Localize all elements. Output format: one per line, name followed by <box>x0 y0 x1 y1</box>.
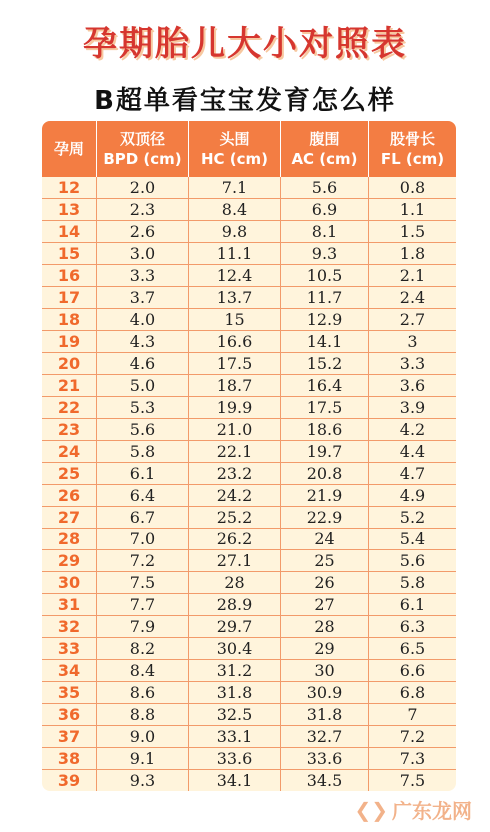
table-row <box>42 507 456 529</box>
cell-week: 29 <box>42 550 97 571</box>
table-row <box>42 682 456 704</box>
cell-week: 20 <box>42 353 97 374</box>
table-row <box>42 726 456 748</box>
table-row <box>42 419 456 441</box>
cell-week: 31 <box>42 594 97 615</box>
cell-bpd: 3.0 <box>97 243 189 264</box>
cell-fl: 6.8 <box>399 683 426 703</box>
cell-bpd: 5.6 <box>97 419 189 440</box>
cell-fl: 5.2 <box>399 507 426 527</box>
cell-week: 13 <box>42 199 97 220</box>
cell-fl: 3 <box>407 331 418 351</box>
table-row <box>42 748 456 770</box>
cell-week: 27 <box>42 507 97 528</box>
table-row <box>42 221 456 243</box>
cell-bpd: 7.2 <box>97 550 189 571</box>
cell-bpd: 9.3 <box>97 770 189 791</box>
cell-bpd: 3.7 <box>97 287 189 308</box>
cell-fl: 5.8 <box>399 573 426 593</box>
cell-bpd: 7.9 <box>97 616 189 637</box>
cell-hc: 32.5 <box>189 704 281 725</box>
cell-week: 15 <box>42 243 97 264</box>
table-row <box>42 572 456 594</box>
cell-bpd: 6.1 <box>97 463 189 484</box>
table-row <box>42 638 456 660</box>
cell-fl: 6.6 <box>399 661 426 681</box>
cell-hc: 26.2 <box>189 529 281 550</box>
table-row <box>42 463 456 485</box>
cell-bpd: 2.6 <box>97 221 189 242</box>
table-row <box>42 550 456 572</box>
cell-week: 23 <box>42 419 97 440</box>
cell-fl: 2.7 <box>399 309 426 329</box>
cell-week: 16 <box>42 265 97 286</box>
cell-hc: 31.8 <box>189 682 281 703</box>
cell-hc: 17.5 <box>189 353 281 374</box>
cell-hc: 25.2 <box>189 507 281 528</box>
cell-fl: 1.1 <box>399 199 426 219</box>
cell-week: 28 <box>42 529 97 550</box>
cell-bpd: 3.3 <box>97 265 189 286</box>
cell-fl: 2.1 <box>399 265 426 285</box>
table-row <box>42 529 456 551</box>
cell-ac: 6.9 <box>281 199 369 220</box>
cell-bpd: 8.6 <box>97 682 189 703</box>
cell-bpd: 2.0 <box>97 177 189 198</box>
header-bpd <box>97 121 189 177</box>
header-ac <box>281 121 369 177</box>
watermark <box>354 795 472 824</box>
cell-ac: 28 <box>281 616 369 637</box>
header-week <box>42 121 97 177</box>
cell-bpd: 4.3 <box>97 331 189 352</box>
watermark-text: 广东龙网 <box>392 799 472 823</box>
fetal-size-table <box>42 121 456 791</box>
cell-hc: 30.4 <box>189 638 281 659</box>
cell-ac: 11.7 <box>281 287 369 308</box>
cell-fl: 0.8 <box>399 177 426 197</box>
cell-fl: 6.3 <box>399 617 426 637</box>
cell-week: 18 <box>42 309 97 330</box>
cell-ac: 20.8 <box>281 463 369 484</box>
cell-fl: 3.9 <box>399 397 426 417</box>
cell-fl: 7.5 <box>399 771 426 791</box>
cell-hc: 28 <box>189 572 281 593</box>
cell-fl: 6.5 <box>399 639 426 659</box>
cell-hc: 23.2 <box>189 463 281 484</box>
table-row <box>42 770 456 791</box>
cell-hc: 12.4 <box>189 265 281 286</box>
cell-ac: 24 <box>281 529 369 550</box>
cell-fl: 4.4 <box>399 441 426 461</box>
cell-hc: 7.1 <box>189 177 281 198</box>
cell-week: 21 <box>42 375 97 396</box>
table-row <box>42 177 456 199</box>
cell-hc: 18.7 <box>189 375 281 396</box>
cell-week: 25 <box>42 463 97 484</box>
cell-bpd: 6.7 <box>97 507 189 528</box>
table-row <box>42 441 456 463</box>
cell-ac: 30.9 <box>281 682 369 703</box>
header-hc-unit: HC (cm) <box>200 150 269 168</box>
cell-ac: 30 <box>281 660 369 681</box>
cell-week: 17 <box>42 287 97 308</box>
cell-ac: 21.9 <box>281 485 369 506</box>
cell-bpd: 4.0 <box>97 309 189 330</box>
table-row <box>42 199 456 221</box>
cell-bpd: 5.8 <box>97 441 189 462</box>
header-ac-label: 腹围 <box>309 130 340 148</box>
cell-ac: 10.5 <box>281 265 369 286</box>
cell-fl: 4.7 <box>399 463 426 483</box>
cell-bpd: 6.4 <box>97 485 189 506</box>
cell-week: 26 <box>42 485 97 506</box>
cell-week: 12 <box>42 177 97 198</box>
cell-fl: 1.8 <box>399 243 426 263</box>
cell-bpd: 8.2 <box>97 638 189 659</box>
cell-bpd: 8.4 <box>97 660 189 681</box>
cell-fl: 7 <box>407 705 418 725</box>
cell-fl: 7.2 <box>399 727 426 747</box>
cell-hc: 22.1 <box>189 441 281 462</box>
cell-fl: 4.9 <box>399 485 426 505</box>
cell-bpd: 5.0 <box>97 375 189 396</box>
table-row <box>42 594 456 616</box>
cell-fl: 3.3 <box>399 353 426 373</box>
table-body <box>42 177 456 791</box>
cell-week: 38 <box>42 748 97 769</box>
cell-bpd: 9.0 <box>97 726 189 747</box>
cell-ac: 18.6 <box>281 419 369 440</box>
cell-bpd: 5.3 <box>97 397 189 418</box>
cell-week: 33 <box>42 638 97 659</box>
cell-ac: 22.9 <box>281 507 369 528</box>
cell-bpd: 2.3 <box>97 199 189 220</box>
cell-hc: 15 <box>189 309 281 330</box>
watermark-logo-icon: ❮❯ <box>354 797 388 822</box>
cell-hc: 28.9 <box>189 594 281 615</box>
cell-ac: 26 <box>281 572 369 593</box>
cell-week: 22 <box>42 397 97 418</box>
table-header <box>42 121 456 177</box>
header-fl <box>369 121 456 177</box>
cell-ac: 14.1 <box>281 331 369 352</box>
cell-hc: 27.1 <box>189 550 281 571</box>
page-title: 孕期胎儿大小对照表 <box>83 24 407 64</box>
cell-week: 36 <box>42 704 97 725</box>
table-row <box>42 353 456 375</box>
table-row <box>42 287 456 309</box>
cell-week: 37 <box>42 726 97 747</box>
cell-hc: 29.7 <box>189 616 281 637</box>
table-row <box>42 616 456 638</box>
cell-bpd: 9.1 <box>97 748 189 769</box>
cell-week: 24 <box>42 441 97 462</box>
cell-week: 35 <box>42 682 97 703</box>
table-row <box>42 397 456 419</box>
cell-bpd: 7.7 <box>97 594 189 615</box>
cell-fl: 2.4 <box>399 287 426 307</box>
cell-hc: 33.1 <box>189 726 281 747</box>
cell-ac: 16.4 <box>281 375 369 396</box>
table-row <box>42 309 456 331</box>
table-row <box>42 265 456 287</box>
header-ac-unit: AC (cm) <box>291 150 358 168</box>
cell-ac: 32.7 <box>281 726 369 747</box>
cell-hc: 21.0 <box>189 419 281 440</box>
cell-week: 39 <box>42 770 97 791</box>
header-fl-unit: FL (cm) <box>380 150 445 168</box>
cell-fl: 7.3 <box>399 749 426 769</box>
cell-hc: 16.6 <box>189 331 281 352</box>
cell-hc: 31.2 <box>189 660 281 681</box>
header-hc-label: 头围 <box>219 130 250 148</box>
cell-week: 14 <box>42 221 97 242</box>
cell-fl: 5.6 <box>399 551 426 571</box>
cell-hc: 33.6 <box>189 748 281 769</box>
cell-hc: 9.8 <box>189 221 281 242</box>
cell-ac: 25 <box>281 550 369 571</box>
page-subtitle: B超单看宝宝发育怎么样 <box>94 86 396 116</box>
cell-week: 32 <box>42 616 97 637</box>
header-bpd-label: 双顶径 <box>119 130 165 148</box>
cell-ac: 31.8 <box>281 704 369 725</box>
table-row <box>42 704 456 726</box>
cell-fl: 1.5 <box>399 221 426 241</box>
cell-hc: 13.7 <box>189 287 281 308</box>
cell-ac: 17.5 <box>281 397 369 418</box>
cell-hc: 34.1 <box>189 770 281 791</box>
cell-hc: 11.1 <box>189 243 281 264</box>
header-hc <box>189 121 281 177</box>
cell-ac: 27 <box>281 594 369 615</box>
cell-bpd: 7.5 <box>97 572 189 593</box>
header-fl-label: 股骨长 <box>389 130 435 148</box>
cell-week: 30 <box>42 572 97 593</box>
table-row <box>42 375 456 397</box>
cell-fl: 4.2 <box>399 419 426 439</box>
cell-bpd: 4.6 <box>97 353 189 374</box>
cell-fl: 5.4 <box>399 529 426 549</box>
cell-ac: 8.1 <box>281 221 369 242</box>
cell-fl: 6.1 <box>399 595 426 615</box>
cell-ac: 34.5 <box>281 770 369 791</box>
cell-ac: 12.9 <box>281 309 369 330</box>
cell-bpd: 7.0 <box>97 529 189 550</box>
table-row <box>42 243 456 265</box>
table-row <box>42 660 456 682</box>
cell-ac: 29 <box>281 638 369 659</box>
header-week-label: 孕周 <box>53 140 84 158</box>
cell-hc: 24.2 <box>189 485 281 506</box>
header-bpd-unit: BPD (cm) <box>103 150 182 168</box>
cell-ac: 19.7 <box>281 441 369 462</box>
cell-ac: 33.6 <box>281 748 369 769</box>
cell-bpd: 8.8 <box>97 704 189 725</box>
table-row <box>42 331 456 353</box>
cell-week: 34 <box>42 660 97 681</box>
cell-ac: 15.2 <box>281 353 369 374</box>
cell-ac: 9.3 <box>281 243 369 264</box>
cell-ac: 5.6 <box>281 177 369 198</box>
cell-hc: 19.9 <box>189 397 281 418</box>
cell-week: 19 <box>42 331 97 352</box>
table-row <box>42 485 456 507</box>
cell-hc: 8.4 <box>189 199 281 220</box>
cell-fl: 3.6 <box>399 375 426 395</box>
